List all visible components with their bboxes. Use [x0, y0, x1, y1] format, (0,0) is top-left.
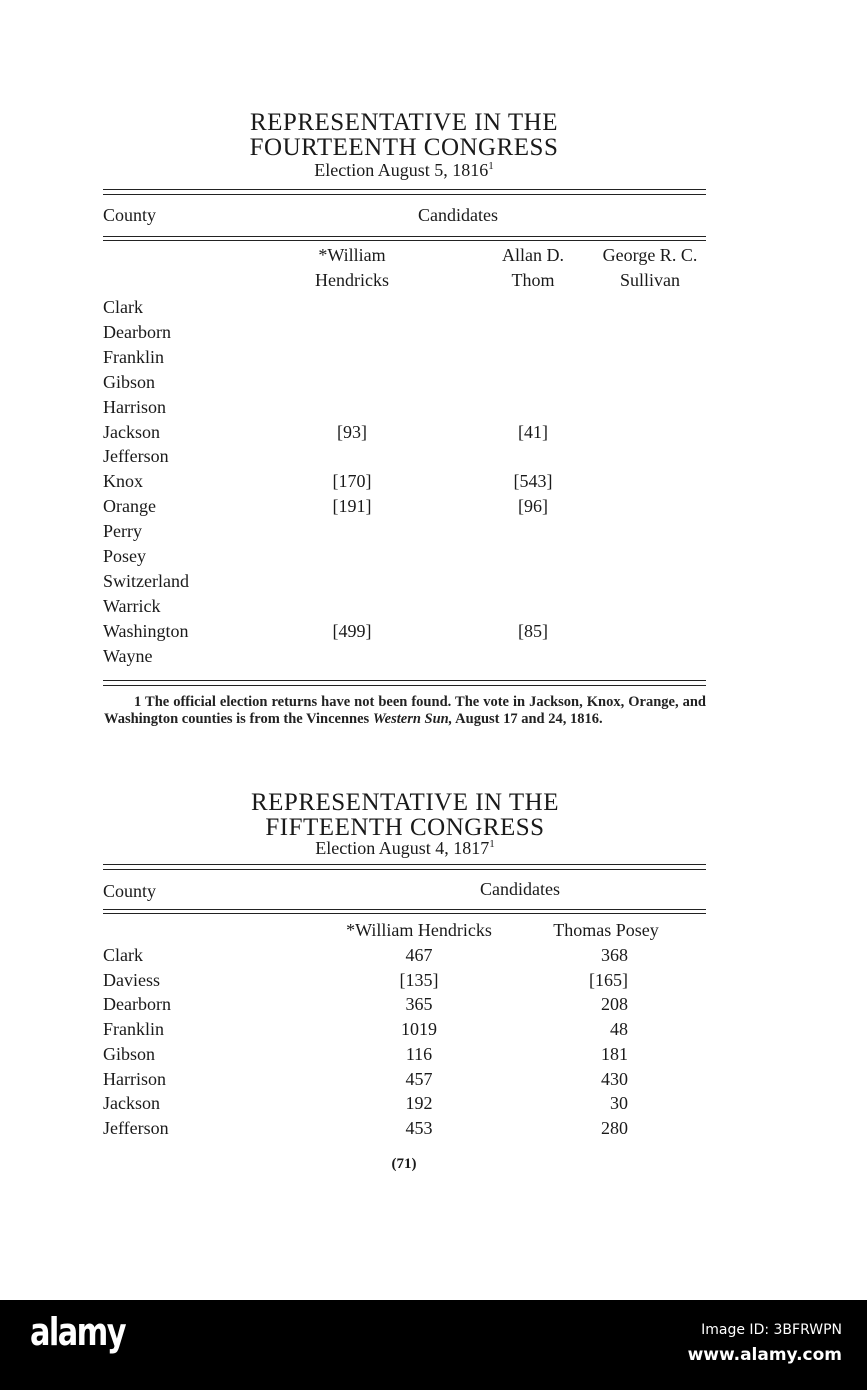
- vote-count: [93]: [337, 421, 367, 442]
- vote-count: [96]: [518, 496, 548, 517]
- subtitle-text: Election August 5, 1816: [314, 160, 489, 180]
- county-name: Daviess: [103, 969, 160, 990]
- footnote-mark: 1: [489, 838, 495, 850]
- vote-count: [191]: [332, 496, 372, 517]
- section2-title-line2: FIFTEENTH CONGRESS: [265, 814, 545, 841]
- county-name: Orange: [103, 496, 156, 517]
- vote-count: [543]: [513, 471, 553, 492]
- vote-count: 457: [405, 1068, 433, 1089]
- vote-count: 368: [601, 945, 628, 965]
- candidate-name: Allan D.: [502, 245, 564, 265]
- section2-title-line1: REPRESENTATIVE IN THE: [250, 789, 560, 816]
- rule: [103, 909, 706, 910]
- section1-title-line2: FOURTEENTH CONGRESS: [249, 134, 559, 161]
- image-id: Image ID: 3BFRWPN: [701, 1322, 842, 1338]
- footnote: [104, 694, 706, 728]
- footnote-text-end: August 17 and 24, 1816.: [452, 711, 603, 727]
- vote-count: 467: [405, 945, 433, 965]
- vote-count: [165]: [589, 969, 628, 990]
- vote-count: [499]: [332, 620, 372, 641]
- rule: [103, 913, 706, 914]
- county-name: Washington: [103, 620, 189, 641]
- county-name: Warrick: [103, 595, 161, 616]
- county-name: Clark: [103, 297, 143, 317]
- section1-subtitle: [0, 160, 808, 181]
- alamy-logo: alamy: [30, 1310, 125, 1354]
- county-name: Gibson: [103, 1043, 156, 1064]
- county-name: Wayne: [103, 645, 153, 666]
- vote-count: 208: [601, 994, 628, 1015]
- vote-count: [85]: [518, 620, 548, 641]
- subtitle-text: Election August 4, 1817: [315, 838, 490, 858]
- vote-count: [135]: [399, 969, 439, 990]
- rule: [103, 680, 706, 681]
- candidate-name: George R. C.: [602, 245, 698, 265]
- county-name: Jefferson: [103, 1117, 169, 1138]
- county-name: Jefferson: [103, 446, 169, 467]
- county-name: Perry: [103, 521, 142, 542]
- county-name: Franklin: [103, 346, 164, 367]
- footnote-italic: Western Sun,: [372, 711, 453, 727]
- county-header: County: [103, 205, 157, 225]
- candidate-name: Hendricks: [315, 270, 389, 290]
- watermark-url: www.alamy.com: [687, 1345, 842, 1365]
- vote-count: 30: [610, 1093, 628, 1114]
- candidate-name: Thom: [511, 270, 555, 290]
- candidate-name: *William: [318, 245, 386, 265]
- county-name: Clark: [103, 945, 143, 965]
- section1-title-line1: REPRESENTATIVE IN THE: [249, 109, 559, 136]
- county-name: Franklin: [103, 1019, 164, 1040]
- county-name: Knox: [103, 471, 143, 492]
- vote-count: 365: [405, 994, 433, 1015]
- vote-count: 181: [601, 1043, 628, 1064]
- section2-subtitle: [0, 838, 810, 859]
- county-name: Posey: [103, 546, 147, 566]
- rule: [103, 685, 706, 686]
- footnote-mark: 1: [488, 160, 494, 172]
- vote-count: 192: [405, 1093, 433, 1114]
- candidates-header: Candidates: [418, 205, 498, 225]
- vote-count: 280: [601, 1117, 628, 1138]
- county-name: Jackson: [103, 1093, 160, 1114]
- rule: [103, 189, 706, 190]
- candidate-name: Thomas Posey: [553, 920, 659, 940]
- county-name: Harrison: [103, 1068, 166, 1089]
- rule: [103, 236, 706, 237]
- county-name: Harrison: [103, 396, 166, 417]
- rule: [103, 194, 706, 195]
- vote-count: [170]: [332, 471, 372, 492]
- county-name: Dearborn: [103, 994, 171, 1015]
- rule: [103, 869, 706, 870]
- rule: [103, 864, 706, 865]
- vote-count: 116: [405, 1043, 433, 1064]
- candidates-header: Candidates: [480, 879, 560, 899]
- county-name: Jackson: [103, 421, 160, 442]
- county-name: Gibson: [103, 371, 156, 392]
- page-number: (71): [391, 1156, 417, 1172]
- county-name: Switzerland: [103, 570, 189, 591]
- rule: [103, 240, 706, 241]
- vote-count: 453: [405, 1117, 433, 1138]
- county-header: County: [103, 881, 157, 901]
- vote-count: 1019: [401, 1019, 437, 1040]
- candidate-name: *William Hendricks: [346, 920, 492, 940]
- vote-count: 430: [601, 1068, 628, 1089]
- vote-count: 48: [610, 1019, 628, 1040]
- footnote-text: 1 The official election returns have not been found. The vote in Jackson, Knox, Orange, and Washington counties is from the Vincennes: [104, 694, 706, 727]
- candidate-name: Sullivan: [619, 270, 681, 290]
- county-name: Dearborn: [103, 321, 171, 342]
- vote-count: [41]: [518, 421, 548, 442]
